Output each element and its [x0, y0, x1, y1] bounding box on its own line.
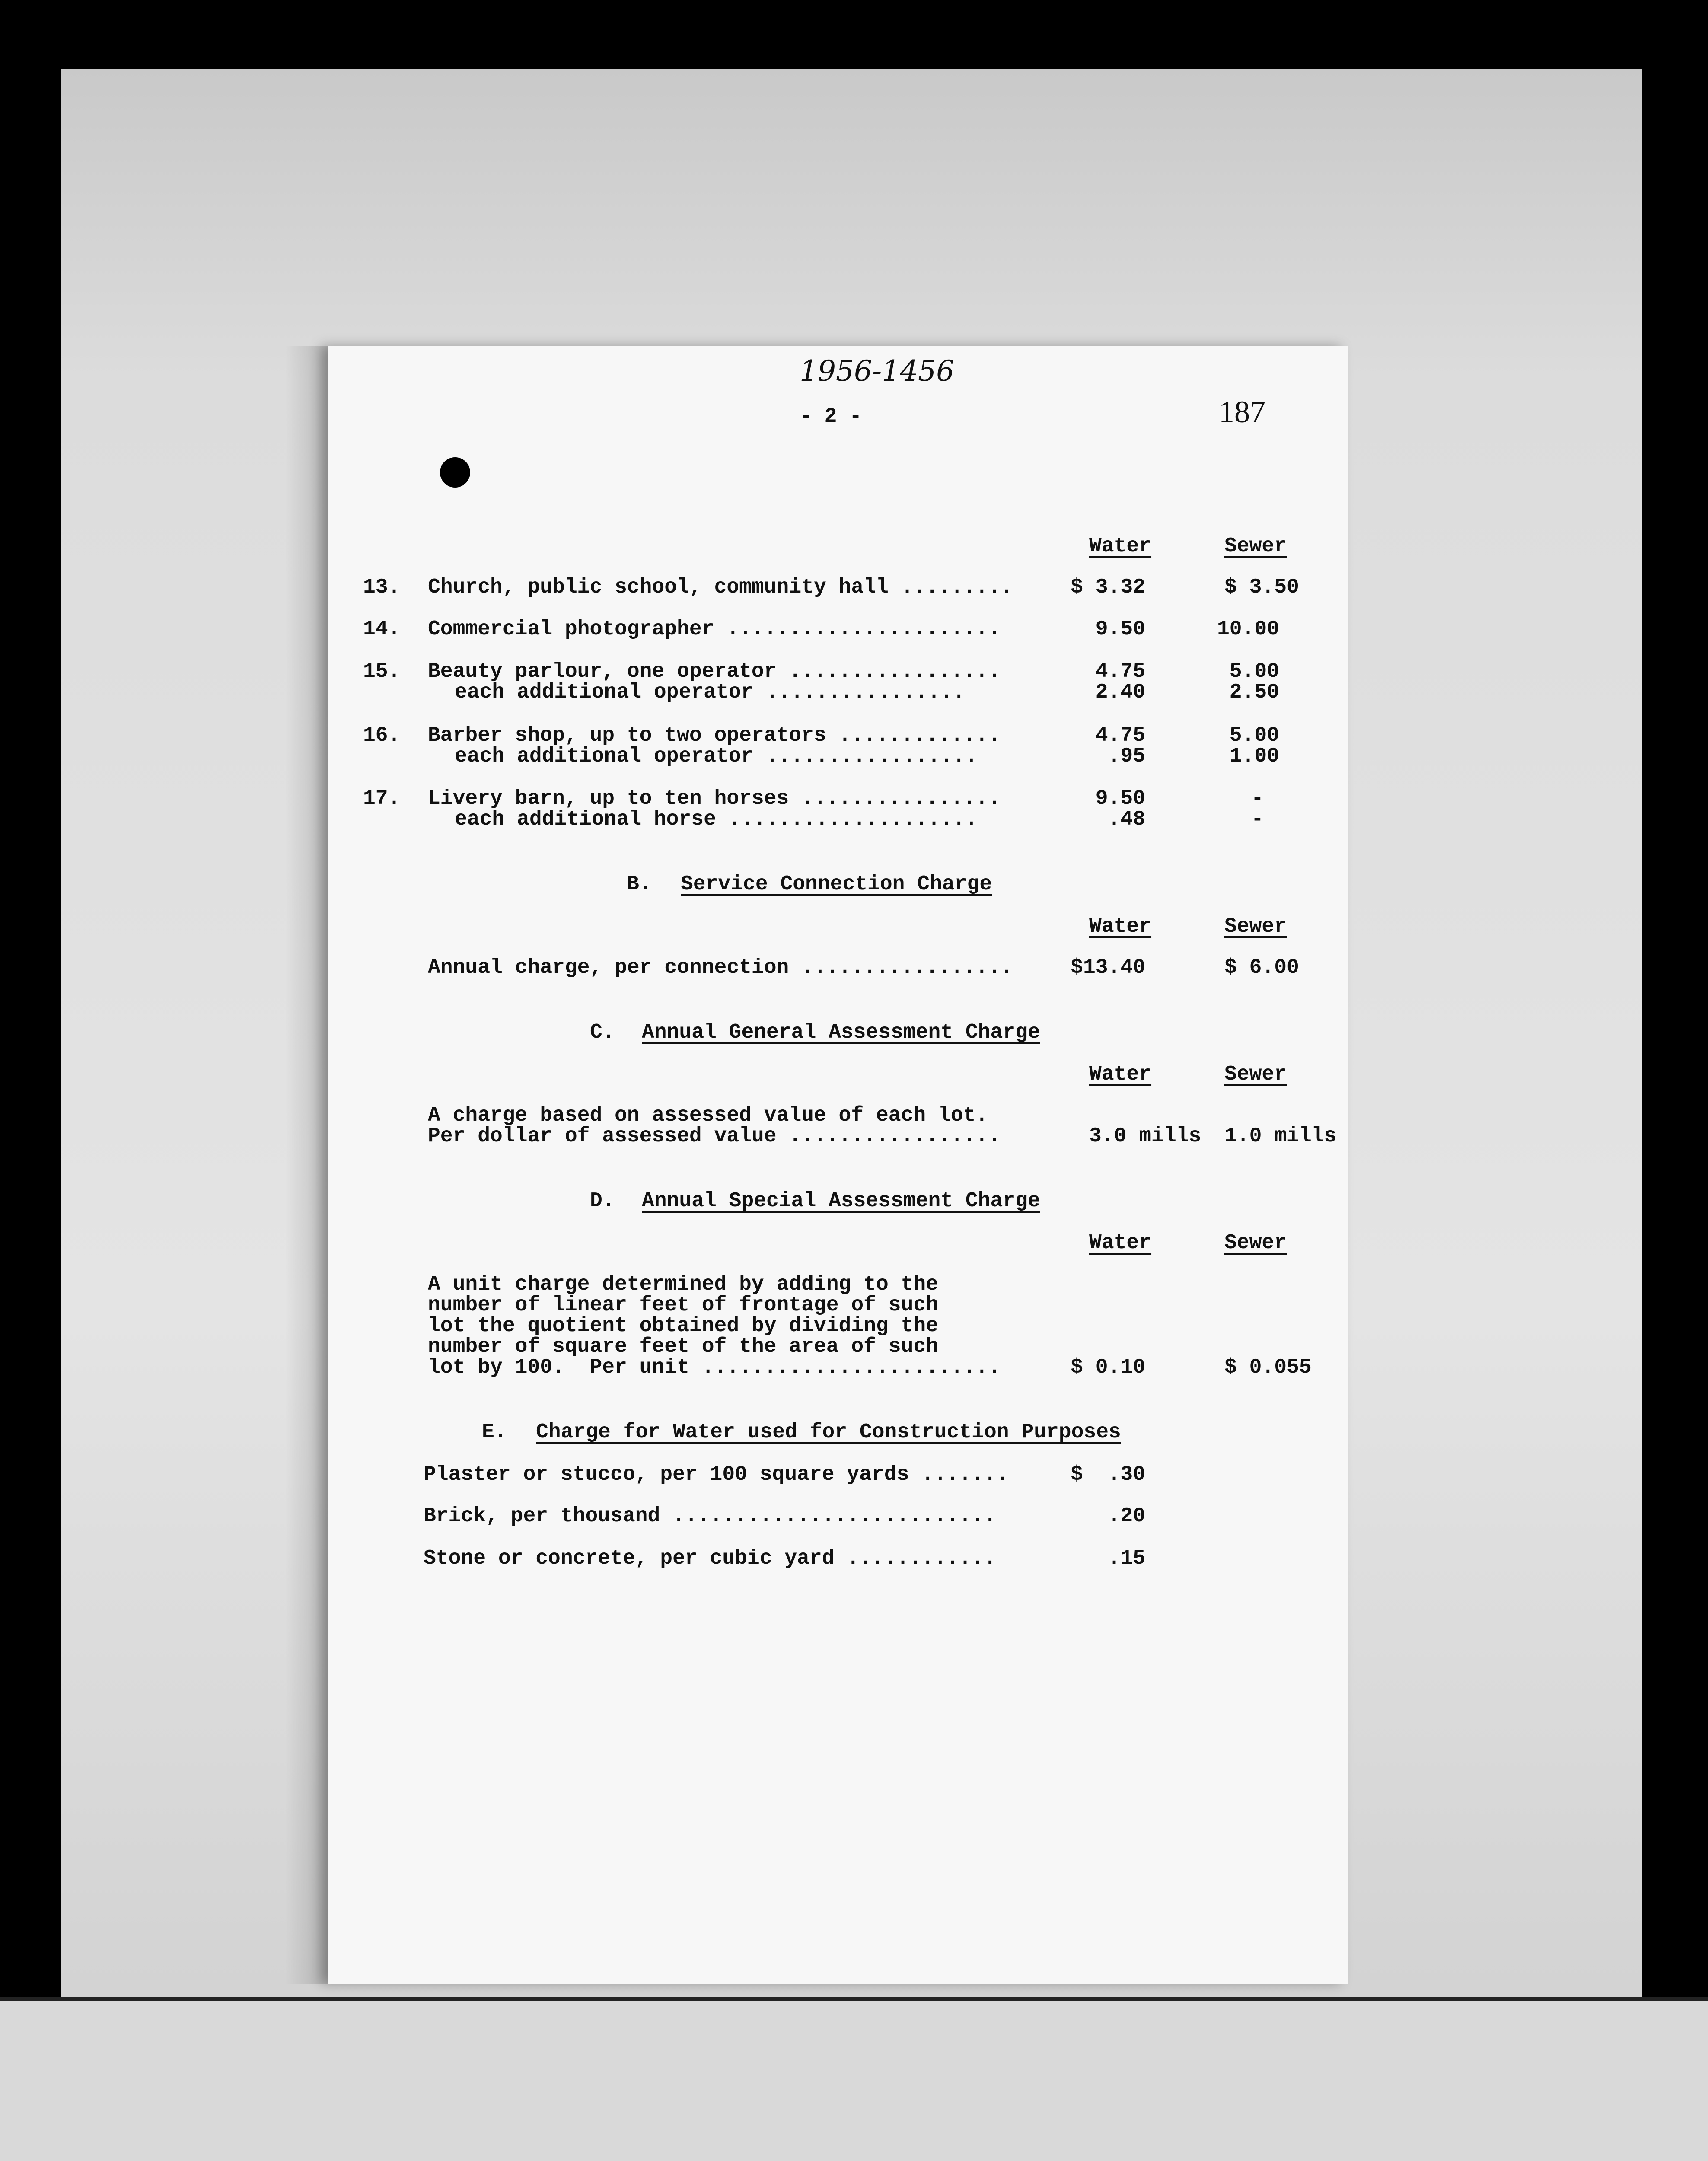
sewer-rate: 1.0 mills — [1224, 1125, 1337, 1148]
item-number: 13. — [363, 576, 401, 599]
water-rate: .20 — [1108, 1504, 1145, 1528]
water-rate: 4.75 — [1095, 724, 1145, 747]
water-column-header: Water — [1089, 1063, 1152, 1086]
water-rate: 9.50 — [1095, 618, 1145, 641]
handwritten-note: 1956-1456 — [800, 354, 955, 388]
page-marker: - 2 - — [800, 405, 862, 428]
water-rate: .15 — [1108, 1547, 1145, 1570]
scanner-bottom-strip — [0, 1997, 1708, 2161]
item-label: Barber shop, up to two operators ............. — [428, 724, 1001, 747]
sewer-column-header: Sewer — [1224, 915, 1287, 938]
water-rate: $ .30 — [1071, 1463, 1145, 1486]
water-rate: .95 — [1108, 745, 1145, 768]
water-rate: $ 0.10 — [1071, 1356, 1145, 1379]
item-number: 14. — [363, 618, 401, 641]
section-title: Service Connection Charge — [681, 873, 992, 896]
charge-label: Annual charge, per connection ................. — [428, 956, 1013, 979]
item-sublabel: each additional operator ................ — [455, 681, 965, 704]
item-number: 17. — [363, 787, 401, 810]
punch-hole — [440, 457, 470, 488]
section-title: Charge for Water used for Construction Purposes — [536, 1421, 1121, 1444]
charge-description: number of square feet of the area of such — [428, 1335, 938, 1358]
water-rate: $13.40 — [1071, 956, 1145, 979]
charge-label: Stone or concrete, per cubic yard ............ — [424, 1547, 997, 1570]
water-rate: 3.0 mills — [1089, 1125, 1201, 1148]
sewer-rate: 2.50 — [1229, 681, 1279, 704]
charge-label: Brick, per thousand .......................... — [424, 1504, 997, 1528]
charge-label: Per dollar of assessed value ................. — [428, 1125, 1001, 1148]
item-sublabel: each additional operator ................. — [455, 745, 978, 768]
section-title: Annual General Assessment Charge — [642, 1021, 1040, 1044]
water-column-header: Water — [1089, 535, 1152, 558]
sewer-column-header: Sewer — [1224, 535, 1287, 558]
water-column-header: Water — [1089, 915, 1152, 938]
sewer-rate: 1.00 — [1229, 745, 1279, 768]
charge-description: lot the quotient obtained by dividing the — [428, 1314, 938, 1338]
charge-description: A unit charge determined by adding to the — [428, 1273, 938, 1296]
charge-label: Plaster or stucco, per 100 square yards ....... — [424, 1463, 1009, 1486]
section-letter: E. — [482, 1421, 507, 1444]
item-sublabel: each additional horse .................... — [455, 808, 978, 831]
section-letter: C. — [590, 1021, 615, 1044]
sewer-rate: 5.00 — [1229, 660, 1279, 683]
item-label: Livery barn, up to ten horses ................ — [428, 787, 1001, 810]
charge-label: lot by 100. Per unit ........................ — [428, 1356, 1001, 1379]
sewer-rate: - — [1251, 808, 1264, 831]
sewer-column-header: Sewer — [1224, 1063, 1287, 1086]
page-number: 187 — [1219, 395, 1265, 429]
item-label: Beauty parlour, one operator ................. — [428, 660, 1001, 683]
sewer-rate: $ 0.055 — [1224, 1356, 1312, 1379]
water-rate: .48 — [1108, 808, 1145, 831]
item-number: 15. — [363, 660, 401, 683]
page-shadow — [285, 346, 333, 1984]
sewer-rate: - — [1251, 787, 1264, 810]
water-rate: 2.40 — [1095, 681, 1145, 704]
item-number: 16. — [363, 724, 401, 747]
sewer-rate: 10.00 — [1217, 618, 1279, 641]
sewer-column-header: Sewer — [1224, 1231, 1287, 1255]
document-page — [328, 346, 1348, 1984]
sewer-rate: 5.00 — [1229, 724, 1279, 747]
item-label: Commercial photographer ...................... — [428, 618, 1001, 641]
water-rate: 9.50 — [1095, 787, 1145, 810]
sewer-rate: $ 3.50 — [1224, 576, 1299, 599]
section-title: Annual Special Assessment Charge — [642, 1189, 1040, 1213]
water-rate: 4.75 — [1095, 660, 1145, 683]
charge-description: A charge based on assessed value of each lot. — [428, 1104, 988, 1127]
item-label: Church, public school, community hall ......... — [428, 576, 1013, 599]
section-letter: B. — [627, 873, 652, 896]
section-letter: D. — [590, 1189, 615, 1213]
sewer-rate: $ 6.00 — [1224, 956, 1299, 979]
water-rate: $ 3.32 — [1071, 576, 1145, 599]
water-column-header: Water — [1089, 1231, 1152, 1255]
charge-description: number of linear feet of frontage of such — [428, 1294, 938, 1317]
